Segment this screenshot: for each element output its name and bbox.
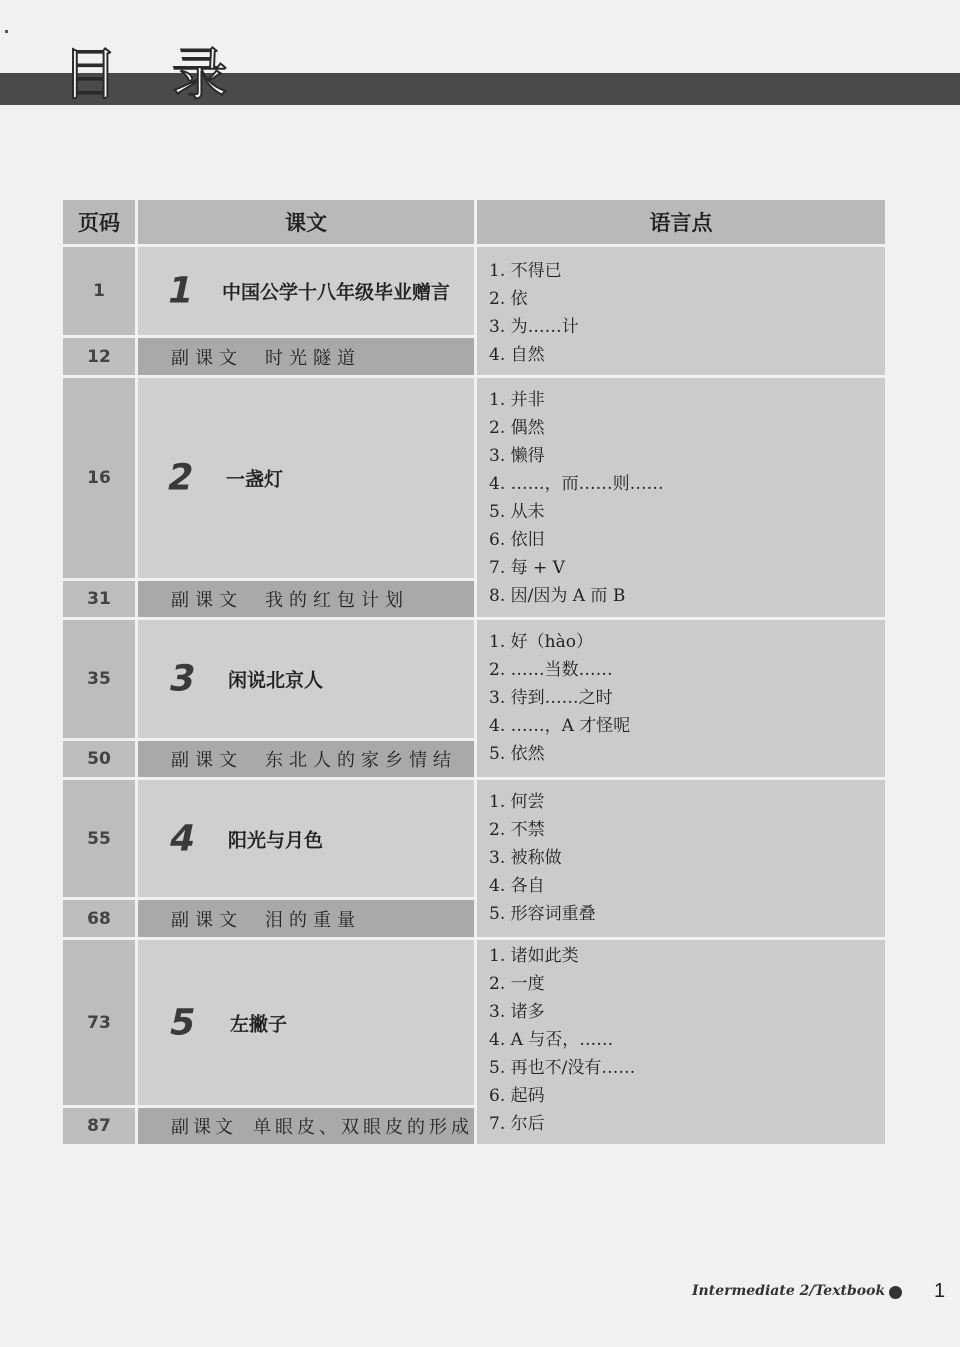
point-item: 3. 懒得 [489, 446, 545, 466]
sub-lesson [138, 581, 474, 617]
point-item: 1. 诸如此类 [489, 946, 579, 966]
scan-speck [5, 30, 8, 33]
lesson-title: 闲说北京人 [228, 669, 324, 692]
point-item: 5. 形容词重叠 [489, 904, 596, 924]
point-item: 6. 起码 [489, 1086, 545, 1106]
point-item: 2. 不禁 [489, 820, 545, 840]
book-name: Intermediate 2/Textbook [692, 1283, 886, 1299]
sub-page: 87 [63, 1108, 135, 1144]
header-points: 语言点 [477, 200, 885, 244]
table-of-contents [63, 200, 885, 1144]
lesson-number: 4 [165, 818, 200, 859]
point-item: 2. 依 [489, 289, 528, 309]
point-item: 1. 何尝 [489, 792, 545, 812]
sub-lesson [138, 1108, 474, 1144]
unit-page: 1 [63, 247, 135, 335]
lesson-title: 中国公学十八年级毕业赠言 [222, 281, 451, 304]
point-item: 5. 从未 [489, 502, 545, 522]
point-item: 4. 各自 [489, 876, 545, 896]
unit-page: 16 [63, 378, 135, 578]
unit-page: 73 [63, 940, 135, 1105]
point-item: 7. 每 + V [489, 558, 565, 578]
point-item: 2. ……当数…… [489, 660, 613, 680]
point-item: 3. 被称做 [489, 848, 562, 868]
point-item: 1. 好（hào） [489, 632, 593, 652]
sub-label: 副课文 [171, 590, 243, 611]
lesson-cell [138, 620, 474, 738]
point-item: 4. ……，A 才怪呢 [489, 716, 631, 736]
unit-page: 35 [63, 620, 135, 738]
point-item: 1. 并非 [489, 390, 545, 410]
point-item: 5. 再也不/没有…… [489, 1058, 636, 1078]
page-title: 目 录 [62, 43, 246, 108]
point-item: 6. 依旧 [489, 530, 545, 550]
sub-lesson [138, 741, 474, 777]
point-item: 5. 依然 [489, 744, 545, 764]
sub-page: 68 [63, 900, 135, 937]
lesson-title: 一盏灯 [226, 468, 284, 491]
point-item: 3. 待到……之时 [489, 688, 613, 708]
lesson-number: 1 [163, 270, 198, 312]
lesson-title: 阳光与月色 [228, 829, 324, 851]
sub-title: 单眼皮、双眼皮的形成 [253, 1117, 473, 1138]
lesson-cell [138, 780, 474, 897]
sub-title: 我的红包计划 [265, 590, 409, 611]
sub-lesson [138, 900, 474, 937]
sub-page: 31 [63, 581, 135, 617]
points-cell [477, 247, 885, 375]
lesson-number: 5 [165, 1002, 200, 1043]
points-cell [477, 940, 885, 1144]
point-item: 3. 诸多 [489, 1002, 545, 1022]
point-item: 4. 自然 [489, 345, 545, 365]
sub-title: 泪的重量 [265, 909, 361, 931]
point-item: 3. 为……计 [489, 317, 579, 337]
point-item: 1. 不得已 [489, 261, 562, 281]
unit-page: 55 [63, 780, 135, 897]
points-cell [477, 780, 885, 937]
sub-label: 副课文 [171, 750, 243, 771]
point-item: 8. 因/因为 A 而 B [489, 586, 626, 606]
page-number: 1 [934, 1280, 946, 1302]
lesson-title: 左撇子 [230, 1013, 288, 1035]
lesson-cell [138, 940, 474, 1105]
lesson-number: 3 [165, 658, 200, 700]
sub-lesson [138, 338, 474, 375]
sub-label: 副课文 [171, 1117, 237, 1138]
sub-page: 12 [63, 338, 135, 375]
point-item: 7. 尔后 [489, 1114, 545, 1134]
point-item: 2. 一度 [489, 974, 545, 994]
point-item: 4. ……，而……则…… [489, 474, 664, 494]
header-page: 页码 [63, 200, 135, 244]
lesson-cell [138, 247, 474, 335]
bullet-dot-icon [889, 1286, 902, 1299]
lesson-cell [138, 378, 474, 578]
sub-title: 东北人的家乡情结 [265, 750, 457, 771]
sub-page: 50 [63, 741, 135, 777]
points-cell [477, 378, 885, 617]
sub-label: 副课文 [171, 909, 243, 931]
points-cell [477, 620, 885, 777]
lesson-number: 2 [163, 457, 198, 499]
point-item: 2. 偶然 [489, 418, 545, 438]
point-item: 4. A 与否，…… [489, 1030, 614, 1050]
sub-title: 时光隧道 [265, 347, 361, 369]
header-lesson: 课文 [138, 200, 474, 244]
sub-label: 副课文 [171, 347, 243, 369]
